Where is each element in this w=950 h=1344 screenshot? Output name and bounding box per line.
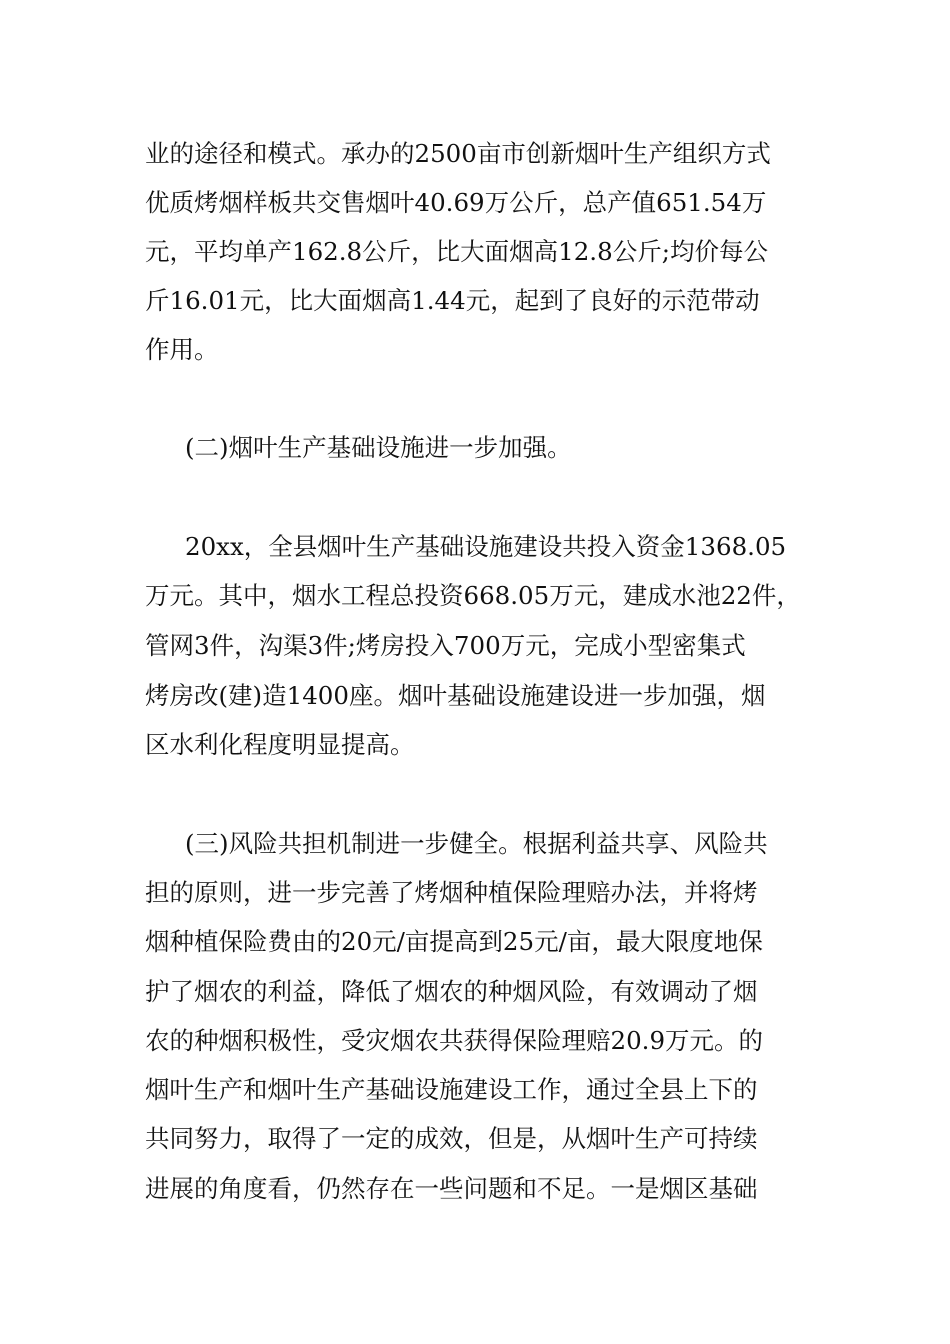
paragraph-3-line-3: 管网3件，沟渠3件;烤房投入700万元，完成小型密集式 <box>145 631 746 660</box>
paragraph-3-line-1: 20xx，全县烟叶生产基础设施建设共投入资金1368.05 <box>185 532 787 561</box>
paragraph-1-line-5: 作用。 <box>145 335 219 364</box>
paragraph-1-line-3: 元，平均单产162.8公斤，比大面烟高12.8公斤;均价每公 <box>145 237 768 266</box>
paragraph-4-line-4: 护了烟农的利益，降低了烟农的种烟风险，有效调动了烟 <box>145 977 758 1006</box>
paragraph-1-line-1: 业的途径和模式。承办的2500亩市创新烟叶生产组织方式 <box>145 139 771 168</box>
paragraph-1-line-4: 斤16.01元，比大面烟高1.44元，起到了良好的示范带动 <box>145 286 760 315</box>
paragraph-4-line-8: 进展的角度看，仍然存在一些问题和不足。一是烟区基础 <box>145 1174 758 1203</box>
paragraph-4-line-1: (三)风险共担机制进一步健全。根据利益共享、风险共 <box>185 829 768 858</box>
paragraph-4-line-5: 农的种烟积极性，受灾烟农共获得保险理赔20.9万元。的 <box>145 1026 764 1055</box>
paragraph-3-line-2: 万元。其中，烟水工程总投资668.05万元，建成水池22件， <box>145 581 801 610</box>
paragraph-4-line-3: 烟种植保险费由的20元/亩提高到25元/亩，最大限度地保 <box>145 927 763 956</box>
paragraph-1-line-2: 优质烤烟样板共交售烟叶40.69万公斤，总产值651.54万 <box>145 188 767 217</box>
section-heading-2: (二)烟叶生产基础设施进一步加强。 <box>185 433 572 462</box>
paragraph-3-line-5: 区水利化程度明显提高。 <box>145 730 415 759</box>
paragraph-4-line-2: 担的原则，进一步完善了烤烟种植保险理赔办法，并将烤 <box>145 878 758 907</box>
paragraph-4-line-6: 烟叶生产和烟叶生产基础设施建设工作，通过全县上下的 <box>145 1075 758 1104</box>
paragraph-3-line-4: 烤房改(建)造1400座。烟叶基础设施建设进一步加强，烟 <box>145 681 766 710</box>
paragraph-4-line-7: 共同努力，取得了一定的成效，但是，从烟叶生产可持续 <box>145 1124 758 1153</box>
